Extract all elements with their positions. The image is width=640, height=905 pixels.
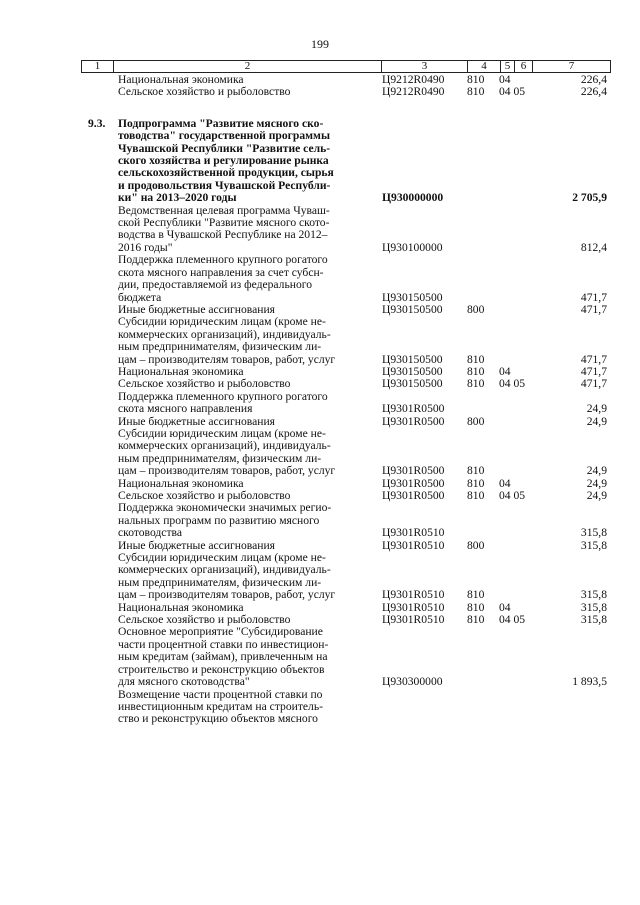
row-name: Сельское хозяйство и рыболовство — [118, 613, 291, 627]
budget-table-body — [0, 74, 640, 726]
row-col4: 800 — [467, 414, 485, 428]
row-code: Ц9301R0510 — [382, 526, 445, 540]
row-amount: 1 893,5 — [572, 675, 607, 689]
row-amount: 315,8 — [580, 526, 607, 540]
table-row — [0, 205, 640, 255]
row-code: Ц930000000 — [382, 191, 444, 205]
row-col4: 810 — [467, 377, 485, 391]
row-code: Ц930100000 — [382, 240, 443, 254]
row-amount: 315,8 — [580, 613, 607, 627]
table-row — [0, 391, 640, 416]
row-col5-6: 04 05 — [499, 377, 526, 391]
row-col4: 810 — [467, 489, 485, 502]
row-code: Ц9301R0510 — [382, 613, 445, 627]
row-col4: 810 — [467, 464, 485, 478]
row-name: Иные бюджетные ассигнования — [118, 302, 275, 316]
row-name: Возмещение части процентной ставки по инвестиционным кредитам на строитель- ство и реконструкцию объектов мясного — [118, 687, 323, 726]
row-name: Субсидии юридическим лицам (кроме не- коммерческих организаций), индивидуаль- ным предпринимателям, физическим ли- цам – производителям товаров, работ, услуг — [118, 551, 336, 602]
row-name: Поддержка экономически значимых регио- нальных программ по развитию мясного скотоводства — [118, 501, 332, 540]
column-header-2: 2 — [114, 61, 382, 73]
row-col4: 810 — [467, 600, 485, 614]
row-col4: 800 — [467, 302, 485, 316]
row-name: Основное мероприятие "Субсидирование части процентной ставки по инвестицион- ным кредитам (займам), привлеченным на строительство и реконструкцию объектов для мясного скотоводства" — [118, 625, 329, 689]
row-amount: 315,8 — [580, 600, 607, 614]
row-code: Ц930150500 — [382, 377, 443, 391]
column-header-4: 4 — [468, 61, 501, 73]
row-amount: 471,7 — [580, 290, 607, 304]
table-row — [0, 254, 640, 304]
row-name: Сельское хозяйство и рыболовство — [118, 489, 291, 502]
row-amount: 315,8 — [580, 588, 607, 602]
row-amount: 226,4 — [580, 85, 607, 99]
row-col5-6: 04 — [499, 476, 511, 490]
row-code: Ц930150500 — [382, 302, 443, 316]
row-amount: 24,9 — [586, 464, 607, 478]
table-row — [0, 626, 640, 688]
row-col4: 810 — [467, 364, 485, 378]
row-col4: 810 — [467, 476, 485, 490]
row-amount: 226,4 — [580, 73, 607, 86]
table-row — [0, 74, 640, 86]
row-amount: 24,9 — [586, 414, 607, 428]
row-code: Ц930150500 — [382, 352, 443, 366]
row-col4: 800 — [467, 538, 485, 552]
row-name: Национальная экономика — [118, 476, 244, 490]
row-name: Субсидии юридическим лицам (кроме не- коммерческих организаций), индивидуаль- ным предпринимателям, физическим ли- цам – производителям товаров, работ, услуг — [118, 315, 336, 366]
row-number: 9.3. — [88, 116, 106, 130]
row-name: Иные бюджетные ассигнования — [118, 538, 275, 552]
row-amount: 471,7 — [580, 302, 607, 316]
row-name: Национальная экономика — [118, 364, 244, 378]
page-number: 199 — [311, 37, 329, 51]
column-header-table — [81, 60, 611, 73]
row-code: Ц9301R0510 — [382, 588, 445, 602]
row-col4: 810 — [467, 85, 485, 99]
row-code: Ц930150500 — [382, 364, 443, 378]
row-col5-6: 04 — [499, 600, 511, 614]
row-col5-6: 04 05 — [499, 85, 526, 99]
row-name: Ведомственная целевая программа Чуваш- ской Республики "Развитие мясного ското- водства в Чувашской Республике на 2012– 2016 годы" — [118, 203, 330, 254]
row-code: Ц930300000 — [382, 675, 443, 689]
table-row — [0, 602, 640, 614]
row-amount: 24,9 — [586, 402, 607, 416]
row-name: Подпрограмма "Развитие мясного ско- товодства" государственной программы Чувашской Республики "Развитие сель- ского хозяйства и регулирование рынка сельскохозяйственной продукции, сырья и продовольствия Чувашской Республи- ки" на 2013–2020 годы — [118, 116, 334, 205]
row-amount: 471,7 — [580, 377, 607, 391]
row-code: Ц9301R0500 — [382, 489, 445, 502]
row-col4: 810 — [467, 613, 485, 627]
row-name: Субсидии юридическим лицам (кроме не- коммерческих организаций), индивидуаль- ным предпринимателям, физическим ли- цам – производителям товаров, работ, услуг — [118, 426, 336, 478]
row-col4: 810 — [467, 588, 485, 602]
table-row — [0, 502, 640, 539]
table-row — [0, 428, 640, 478]
column-header-5: 5 — [501, 61, 515, 73]
row-col5-6: 04 — [499, 73, 511, 86]
table-row — [0, 478, 640, 490]
row-col4: 810 — [467, 73, 485, 86]
row-amount: 24,9 — [586, 489, 607, 502]
row-code: Ц9301R0500 — [382, 402, 445, 416]
row-name: Сельское хозяйство и рыболовство — [118, 377, 291, 391]
row-amount: 812,4 — [580, 240, 607, 254]
column-header-6: 6 — [515, 61, 533, 73]
row-col5-6: 04 05 — [499, 489, 526, 502]
row-code: Ц9212R0490 — [382, 73, 445, 86]
table-row — [0, 118, 640, 205]
column-header-7: 7 — [533, 61, 611, 73]
row-name: Поддержка племенного крупного рогатого скота мясного направления — [118, 389, 328, 416]
table-row — [0, 86, 640, 98]
row-col5-6: 04 — [499, 364, 511, 378]
row-name: Поддержка племенного крупного рогатого скота мясного направления за счет субсн- дии, предоставляемой из федерального бюджета — [118, 253, 328, 304]
row-col4: 810 — [467, 352, 485, 366]
table-row — [0, 552, 640, 602]
row-amount: 24,9 — [586, 476, 607, 490]
row-amount: 471,7 — [580, 364, 607, 378]
column-header-1: 1 — [82, 61, 114, 73]
row-code: Ц9301R0510 — [382, 600, 445, 614]
table-row — [0, 378, 640, 390]
table-row — [0, 366, 640, 378]
row-name: Иные бюджетные ассигнования — [118, 414, 275, 428]
row-name: Национальная экономика — [118, 600, 244, 614]
row-amount: 471,7 — [580, 352, 607, 366]
row-name: Национальная экономика — [118, 73, 244, 86]
row-code: Ц9301R0500 — [382, 476, 445, 490]
row-col5-6: 04 05 — [499, 613, 526, 627]
row-code: Ц930150500 — [382, 290, 443, 304]
row-name: Сельское хозяйство и рыболовство — [118, 85, 291, 99]
column-header-3: 3 — [382, 61, 468, 73]
table-row — [0, 689, 640, 726]
row-amount: 2 705,9 — [572, 191, 607, 205]
section-gap — [0, 99, 640, 118]
table-row — [0, 316, 640, 366]
row-code: Ц9301R0500 — [382, 464, 445, 478]
row-code: Ц9301R0510 — [382, 538, 445, 552]
row-code: Ц9212R0490 — [382, 85, 445, 99]
row-code: Ц9301R0500 — [382, 414, 445, 428]
row-amount: 315,8 — [580, 538, 607, 552]
